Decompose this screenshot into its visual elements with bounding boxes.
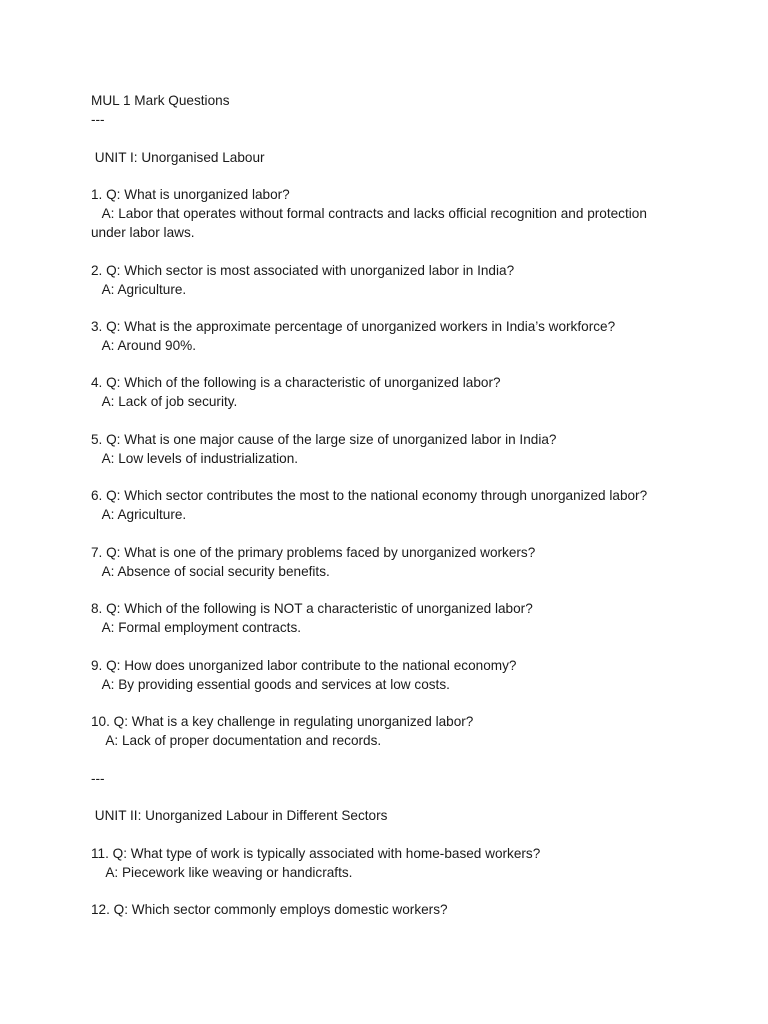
answer-10: A: Lack of proper documentation and records. [91, 733, 382, 748]
answer-8: A: Formal employment contracts. [91, 620, 302, 635]
question-10: 10. Q: What is a key challenge in regulating unorganized labor? [91, 714, 474, 729]
question-4: 4. Q: Which of the following is a characteristic of unorganized labor? [91, 375, 501, 390]
separator-2: --- [91, 771, 105, 786]
question-5: 5. Q: What is one major cause of the large size of unorganized labor in India? [91, 432, 557, 447]
unit2-heading: UNIT II: Unorganized Labour in Different Sectors [91, 808, 388, 823]
question-12: 12. Q: Which sector commonly employs domestic workers? [91, 902, 448, 917]
document-title: MUL 1 Mark Questions [91, 93, 230, 108]
question-1: 1. Q: What is unorganized labor? [91, 187, 290, 202]
question-3: 3. Q: What is the approximate percentage of unorganized workers in India’s workforce? [91, 319, 616, 334]
answer-5: A: Low levels of industrialization. [91, 451, 299, 466]
question-8: 8. Q: Which of the following is NOT a characteristic of unorganized labor? [91, 601, 533, 616]
answer-7: A: Absence of social security benefits. [91, 564, 330, 579]
answer-1: A: Labor that operates without formal contracts and lacks official recognition and protection [91, 206, 647, 221]
question-7: 7. Q: What is one of the primary problems faced by unorganized workers? [91, 545, 536, 560]
separator: --- [91, 112, 105, 127]
answer-11: A: Piecework like weaving or handicrafts. [91, 865, 353, 880]
answer-3: A: Around 90%. [91, 338, 197, 353]
question-9: 9. Q: How does unorganized labor contribute to the national economy? [91, 658, 517, 673]
answer-2: A: Agriculture. [91, 282, 187, 297]
unit1-heading: UNIT I: Unorganised Labour [91, 150, 265, 165]
answer-4: A: Lack of job security. [91, 394, 238, 409]
question-11: 11. Q: What type of work is typically associated with home-based workers? [91, 846, 541, 861]
answer-6: A: Agriculture. [91, 507, 187, 522]
question-6: 6. Q: Which sector contributes the most to the national economy through unorganized labor? [91, 488, 648, 503]
question-2: 2. Q: Which sector is most associated with unorganized labor in India? [91, 263, 515, 278]
answer-9: A: By providing essential goods and services at low costs. [91, 677, 450, 692]
answer-1-continued: under labor laws. [91, 225, 195, 240]
